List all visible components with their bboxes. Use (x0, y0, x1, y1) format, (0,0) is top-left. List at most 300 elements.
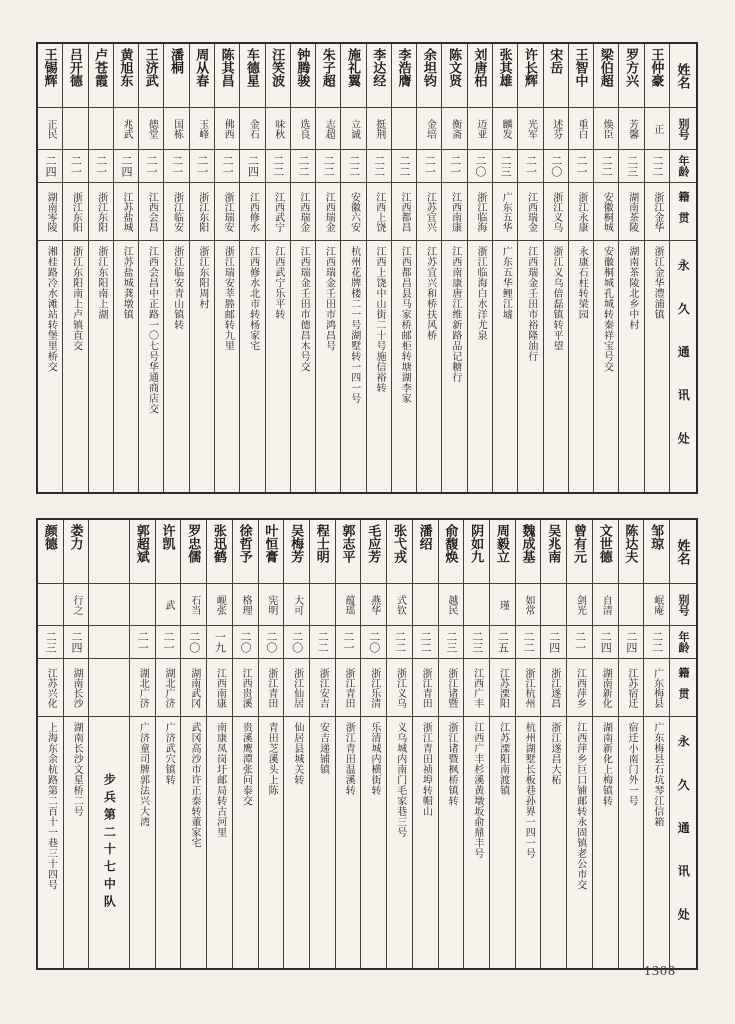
entry-address: 广东梅县石坑琴江信箱 (651, 722, 663, 827)
entry-origin: 江西上饶 (367, 183, 391, 241)
entry-name: 吕开德 (63, 44, 87, 108)
entry-column (309, 520, 335, 968)
entry-address: 江西都昌县马家桥邮柜转塘湖李家 (399, 246, 411, 404)
entry-name: 郭志平 (336, 520, 361, 584)
entry-age: 二一 (417, 150, 441, 183)
entry-address: 江苏盐城龚墩镇 (121, 246, 133, 320)
entry-origin: 湖南零陵 (38, 183, 62, 241)
entry-alias (464, 584, 489, 626)
entry-origin: 浙江永康 (569, 183, 593, 241)
entry-address: 湖南长沙文星桥二号 (71, 722, 83, 817)
entry-address: 江西瑞金壬田市鸿昌号 (323, 246, 335, 351)
entry-origin: 江西贵溪 (233, 659, 258, 717)
entry-address: 浙江临安青山镇转 (171, 246, 183, 330)
entry-column (38, 44, 62, 492)
header-alias: 别号 (670, 584, 696, 626)
entry-address: 浙江诸暨枫桥镇转 (446, 722, 458, 806)
entry-alias: 正 (645, 108, 669, 150)
entry-alias: 金石 (240, 108, 264, 150)
entry-address: 浙江东阳周村 (197, 246, 209, 309)
entry-age: 二一 (567, 626, 592, 659)
entry-origin: 湖北广济 (130, 659, 155, 717)
entry-column (239, 44, 264, 492)
entry-column (438, 520, 464, 968)
entry-alias: 格理 (233, 584, 258, 626)
entry-alias (310, 584, 335, 626)
entry-age: 二四 (64, 626, 89, 659)
entry-name: 阴如九 (464, 520, 489, 584)
entry-name: 文世德 (593, 520, 618, 584)
entry-column (340, 44, 365, 492)
entry-name: 邹琼 (644, 520, 669, 584)
entry-name: 李浩膺 (392, 44, 416, 108)
entry-address: 青田芝溪头上陈 (266, 722, 278, 796)
entry-name: 陈其昌 (215, 44, 239, 108)
entry-origin: 安徽六安 (341, 183, 365, 241)
entry-alias: 立诚 (341, 108, 365, 150)
entry-alias (89, 108, 113, 150)
entry-column (643, 520, 669, 968)
entry-name: 王智中 (569, 44, 593, 108)
entry-column (63, 520, 89, 968)
entry-alias: 岘张 (207, 584, 232, 626)
entry-address: 江苏溧阳南渡镇 (497, 722, 509, 796)
entry-alias: 燕华 (361, 584, 386, 626)
entry-column (492, 44, 517, 492)
entry-name: 卢苍霞 (89, 44, 113, 108)
entry-age: 二三 (464, 626, 489, 659)
entry-column (489, 520, 515, 968)
entry-alias: 玉峰 (190, 108, 214, 150)
entry-address: 安吉递铺镇 (317, 722, 329, 775)
entry-column (412, 520, 438, 968)
entry-address: 广东五华鲤江墟 (500, 246, 512, 320)
entry-alias (63, 108, 87, 150)
entry-column (232, 520, 258, 968)
entry-alias: 述芬 (544, 108, 568, 150)
entry-address: 浙江遂昌大柘 (549, 722, 561, 785)
entry-alias (413, 584, 438, 626)
roster-table-bottom (36, 518, 698, 970)
entry-age: 二二 (594, 150, 618, 183)
entry-name: 车德星 (240, 44, 264, 108)
entry-column (62, 44, 87, 492)
entry-address: 武冈高沙市许正泰转董家宅 (188, 722, 200, 848)
entry-name: 陈文贤 (442, 44, 466, 108)
entry-age (89, 626, 129, 659)
entry-column (618, 44, 643, 492)
entry-column (515, 520, 541, 968)
entry-age: 二四 (619, 626, 644, 659)
entry-name: 周从春 (190, 44, 214, 108)
unit-note-column (88, 520, 129, 968)
entry-alias: 越民 (439, 584, 464, 626)
entry-column (206, 520, 232, 968)
entry-origin: 浙江金华 (645, 183, 669, 241)
entry-age: 二二 (645, 150, 669, 183)
entry-age: 二三 (493, 150, 517, 183)
entry-alias: 德堂 (139, 108, 163, 150)
entry-origin: 江苏兴化 (38, 659, 63, 717)
entry-column (335, 520, 361, 968)
entry-name (89, 520, 129, 584)
entry-column (467, 44, 492, 492)
entry-alias: 味秋 (266, 108, 290, 150)
entry-address: 浙江东阳南上湖 (95, 246, 107, 320)
entry-age: 二一 (190, 150, 214, 183)
entry-address: 江西南康唐江维新路品记糖行 (449, 246, 461, 383)
entry-alias: 正民 (38, 108, 62, 150)
entry-column (283, 520, 309, 968)
entry-address: 宿迁小南门外一号 (626, 722, 638, 806)
entry-name: 施礼翼 (341, 44, 365, 108)
entry-origin: 江苏宜兴 (417, 183, 441, 241)
header-alias: 别号 (670, 108, 696, 150)
entry-address: 杭州湖墅长板巷孙界一四一号 (523, 722, 535, 859)
entry-age: 二四 (240, 150, 264, 183)
entry-address: 浙江临海白水洋尤泉 (475, 246, 487, 341)
entry-age: 二四 (114, 150, 138, 183)
entry-origin: 浙江东阳 (190, 183, 214, 241)
entry-name: 郭超斌 (130, 520, 155, 584)
entry-name: 颜德 (38, 520, 63, 584)
entry-alias: 选良 (291, 108, 315, 150)
entry-address: 上海东余杭路第二百十一巷三十四号 (45, 722, 57, 890)
entry-origin: 广东梅县 (644, 659, 669, 717)
entry-origin (89, 659, 129, 717)
header-column (669, 44, 696, 492)
entry-alias: 如常 (516, 584, 541, 626)
entry-name: 张其雄 (493, 44, 517, 108)
entry-age: 二一 (63, 150, 87, 183)
entry-address: 湘桂路冷水滩站转堡里桥交 (45, 246, 57, 372)
entry-column (138, 44, 163, 492)
entry-alias (392, 108, 416, 150)
entry-column (441, 44, 466, 492)
entry-address: 永康石柱转梁园 (576, 246, 588, 320)
entry-address: 湖南茶陵北乡中村 (626, 246, 638, 330)
entry-origin: 浙江青田 (336, 659, 361, 717)
entry-address: 乐清城内横街转 (368, 722, 380, 796)
entry-column (366, 44, 391, 492)
entry-name: 娄力 (64, 520, 89, 584)
entry-alias: 大可 (284, 584, 309, 626)
entry-alias (89, 584, 129, 626)
entry-alias (541, 584, 566, 626)
entry-name: 潘绍 (413, 520, 438, 584)
entry-column (593, 44, 618, 492)
entry-address: 浙江金华澧浦镇 (652, 246, 664, 320)
entry-origin: 江西南康 (207, 659, 232, 717)
header-column (669, 520, 696, 968)
entry-address: 江西瑞金壬田市裕隆油行 (525, 246, 537, 362)
entry-origin: 浙江临海 (468, 183, 492, 241)
entry-address: 江西瑞金壬田市德昌木号交 (298, 246, 310, 372)
entry-column (189, 44, 214, 492)
entry-address: 湖南新化上梅镇转 (600, 722, 612, 806)
entry-age: 一九 (207, 626, 232, 659)
header-origin: 籍贯 (670, 659, 696, 717)
header-address: 永久通讯处 (676, 258, 691, 475)
entry-name: 余坦钧 (417, 44, 441, 108)
entry-alias: 剑光 (567, 584, 592, 626)
entry-alias: 金培 (417, 108, 441, 150)
entry-origin: 江西广丰 (464, 659, 489, 717)
unit-note: 步兵第二十七中队 (102, 772, 117, 913)
entry-alias: 瑾 (490, 584, 515, 626)
entry-origin: 浙江杭州 (516, 659, 541, 717)
entry-origin: 江西瑞金 (291, 183, 315, 241)
entry-column (517, 44, 542, 492)
entry-name: 毛应芳 (361, 520, 386, 584)
entry-age: 二二 (310, 626, 335, 659)
entry-column (416, 44, 441, 492)
entry-address: 江西会昌中正路一〇七号华通商店交 (146, 246, 158, 414)
entry-origin: 浙江义乌 (387, 659, 412, 717)
entry-column (540, 520, 566, 968)
entry-age: 二一 (130, 626, 155, 659)
entry-column (592, 520, 618, 968)
entry-column (618, 520, 644, 968)
entry-address: 南康凤岗圩邮局转古河里 (214, 722, 226, 838)
header-origin: 籍贯 (670, 183, 696, 241)
entry-origin: 浙江临安 (164, 183, 188, 241)
entry-origin: 江西瑞金 (316, 183, 340, 241)
entry-alias: 宪明 (259, 584, 284, 626)
entry-age: 二一 (89, 150, 113, 183)
entry-origin: 江西南康 (442, 183, 466, 241)
entry-address: 江西武宁乐平转 (272, 246, 284, 320)
entry-alias: 衡斋 (442, 108, 466, 150)
entry-name: 吴梅芳 (284, 520, 309, 584)
entry-column (258, 520, 284, 968)
entry-age: 二二 (516, 626, 541, 659)
entry-column (163, 44, 188, 492)
entry-column (543, 44, 568, 492)
entry-name: 朱子超 (316, 44, 340, 108)
entry-age: 二二 (644, 626, 669, 659)
entry-name: 陈达夫 (619, 520, 644, 584)
entry-address: 贵溪鹰潭张问泰交 (240, 722, 252, 806)
header-age: 年龄 (670, 626, 696, 659)
entry-origin: 浙江青田 (259, 659, 284, 717)
entry-alias: 蕴瑶 (336, 584, 361, 626)
entry-origin: 江苏盐城 (114, 183, 138, 241)
entry-origin: 浙江乐清 (361, 659, 386, 717)
entry-origin: 湖南武冈 (181, 659, 206, 717)
entry-origin: 浙江诸暨 (439, 659, 464, 717)
entry-alias: 佛西 (215, 108, 239, 150)
entry-address: 义乌城内南门毛家巷三号 (394, 722, 406, 838)
entry-origin: 浙江仙居 (284, 659, 309, 717)
entry-alias: 芳馨 (619, 108, 643, 150)
entry-name: 曾有元 (567, 520, 592, 584)
entry-column (290, 44, 315, 492)
entry-name: 罗忠儒 (181, 520, 206, 584)
entry-name: 许长辉 (518, 44, 542, 108)
entry-name: 魏成基 (516, 520, 541, 584)
entry-column (391, 44, 416, 492)
entry-origin: 江西会昌 (139, 183, 163, 241)
entry-origin: 浙江瑞安 (215, 183, 239, 241)
entry-address: 浙江瑞安莘塍邮转九里 (222, 246, 234, 351)
entry-age: 二一 (442, 150, 466, 183)
entry-age: 二〇 (468, 150, 492, 183)
entry-alias (619, 584, 644, 626)
entry-origin: 浙江义乌 (544, 183, 568, 241)
header-name: 姓名 (670, 520, 696, 584)
entry-age: 二一 (164, 150, 188, 183)
entry-address: 广济童司牌郭法兴大湾 (137, 722, 149, 827)
entry-age: 二〇 (361, 626, 386, 659)
entry-origin: 江西武宁 (266, 183, 290, 241)
entry-address: 杭州花牌楼二一号湖墅转一四一号 (348, 246, 360, 404)
entry-address: 江西上饶中山街二十号施信裕转 (374, 246, 386, 393)
entry-age: 二〇 (181, 626, 206, 659)
entry-alias (38, 584, 63, 626)
entry-column (386, 520, 412, 968)
entry-origin: 湖南茶陵 (619, 183, 643, 241)
entry-origin: 湖北广济 (156, 659, 181, 717)
entry-age: 二二 (291, 150, 315, 183)
entry-origin: 广东五华 (493, 183, 517, 241)
entry-alias: 自清 (593, 584, 618, 626)
entry-origin: 江苏宿迁 (619, 659, 644, 717)
entry-age: 二五 (490, 626, 515, 659)
entry-origin: 湖南新化 (593, 659, 618, 717)
entry-name: 俞馥焕 (439, 520, 464, 584)
entry-column (214, 44, 239, 492)
entry-column (129, 520, 155, 968)
entry-origin: 浙江东阳 (89, 183, 113, 241)
entry-age: 二四 (38, 150, 62, 183)
page-number: 1308 (644, 964, 676, 979)
entry-column (155, 520, 181, 968)
entry-column (88, 44, 113, 492)
entry-address: 江西萍乡巨口铺邮转永固镇老公市交 (574, 722, 586, 890)
entry-age: 二一 (139, 150, 163, 183)
entry-alias: 重白 (569, 108, 593, 150)
entry-origin: 浙江青田 (413, 659, 438, 717)
entry-origin: 浙江遂昌 (541, 659, 566, 717)
entry-origin: 江西瑞金 (518, 183, 542, 241)
header-address: 永久通讯处 (676, 734, 691, 951)
entry-address: 安徽桐城孔城转秦祥宝号交 (601, 246, 613, 372)
entry-alias: 挺荆 (367, 108, 391, 150)
entry-column (360, 520, 386, 968)
entry-age: 二一 (569, 150, 593, 183)
entry-alias: 岷庵 (644, 584, 669, 626)
entry-address: 仙居县城关转 (291, 722, 303, 785)
entry-column (644, 44, 669, 492)
entry-name: 叶恒膏 (259, 520, 284, 584)
header-name: 姓名 (670, 44, 696, 108)
entry-address: 江西修水北市转杨家宅 (247, 246, 259, 351)
entry-origin: 浙江安吉 (310, 659, 335, 717)
entry-age: 二二 (367, 150, 391, 183)
entry-age: 二二 (387, 626, 412, 659)
entry-name: 罗方兴 (619, 44, 643, 108)
entry-name: 梁伯超 (594, 44, 618, 108)
entry-alias (130, 584, 155, 626)
entry-name: 宋岳 (544, 44, 568, 108)
entry-age: 二一 (518, 150, 542, 183)
entry-alias: 国栋 (164, 108, 188, 150)
entry-name: 许凯 (156, 520, 181, 584)
entry-address: 浙江青田温溪转 (343, 722, 355, 796)
entry-origin: 江西都昌 (392, 183, 416, 241)
entry-name: 黄旭东 (114, 44, 138, 108)
entry-age: 二四 (541, 626, 566, 659)
entry-age: 二三 (619, 150, 643, 183)
entry-age: 二二 (266, 150, 290, 183)
entry-name: 程士明 (310, 520, 335, 584)
entry-column (566, 520, 592, 968)
entry-name: 王仲豪 (645, 44, 669, 108)
entry-alias: 石当 (181, 584, 206, 626)
entry-origin: 安徽桐城 (594, 183, 618, 241)
entry-column (38, 520, 63, 968)
entry-column (265, 44, 290, 492)
entry-address: 浙江青田祯埠转帽山 (420, 722, 432, 817)
entry-age: 二〇 (233, 626, 258, 659)
entry-name: 周毅立 (490, 520, 515, 584)
entry-alias: 麟发 (493, 108, 517, 150)
entry-alias: 志超 (316, 108, 340, 150)
entry-address: 浙江东阳南上卢镇直交 (70, 246, 82, 351)
entry-age: 二二 (392, 150, 416, 183)
entry-alias: 焕臣 (594, 108, 618, 150)
entry-age: 二一 (156, 626, 181, 659)
entry-origin: 江西萍乡 (567, 659, 592, 717)
entry-origin: 江苏溧阳 (490, 659, 515, 717)
entry-name: 王济武 (139, 44, 163, 108)
entry-alias: 武 (156, 584, 181, 626)
entry-column (180, 520, 206, 968)
entry-column (315, 44, 340, 492)
roster-table-top (36, 42, 698, 494)
entry-age: 二四 (593, 626, 618, 659)
entry-address: 江西广丰杉溪黄墩坂俞鼎丰号 (471, 722, 483, 859)
entry-name: 刘唐柏 (468, 44, 492, 108)
entry-name: 汪笑波 (266, 44, 290, 108)
entry-age: 二三 (38, 626, 63, 659)
entry-name: 钟腾骏 (291, 44, 315, 108)
entry-name: 潘桐 (164, 44, 188, 108)
entry-origin: 浙江东阳 (63, 183, 87, 241)
entry-address: 浙江义乌倍磊镇转平望 (550, 246, 562, 351)
entry-age: 二三 (439, 626, 464, 659)
entry-alias: 行之 (64, 584, 89, 626)
entry-age: 二〇 (259, 626, 284, 659)
entry-name: 王锡辉 (38, 44, 62, 108)
entry-age: 二〇 (284, 626, 309, 659)
entry-name: 吴兆南 (541, 520, 566, 584)
entry-age: 二二 (341, 150, 365, 183)
entry-age: 二二 (413, 626, 438, 659)
entry-age: 二〇 (544, 150, 568, 183)
entry-column (568, 44, 593, 492)
entry-alias: 式钦 (387, 584, 412, 626)
entry-name: 张弋戎 (387, 520, 412, 584)
entry-name: 张迅鹤 (207, 520, 232, 584)
entry-name: 徐哲予 (233, 520, 258, 584)
entry-alias: 光军 (518, 108, 542, 150)
entry-address: 广济武穴镇转 (163, 722, 175, 785)
entry-age: 二二 (316, 150, 340, 183)
entry-address: 江苏宜兴和桥扶风桥 (424, 246, 436, 341)
entry-column (463, 520, 489, 968)
